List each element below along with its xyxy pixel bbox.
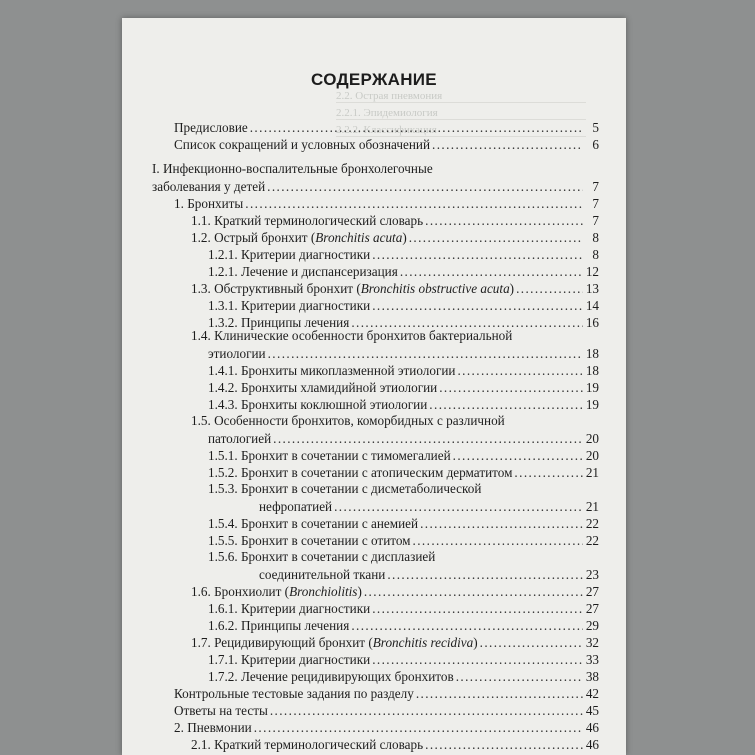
toc-page-number: 16 [585, 315, 599, 330]
toc-page-number: 45 [585, 703, 599, 718]
toc-page-number: 20 [585, 431, 599, 446]
page-title: СОДЕРЖАНИЕ [311, 70, 437, 89]
dot-leader [372, 601, 583, 616]
toc-page-number: 6 [592, 137, 599, 152]
dot-leader [425, 213, 583, 228]
dot-leader [372, 298, 583, 313]
dot-leader [514, 465, 583, 480]
toc-entry-text: Предисловие [174, 120, 248, 135]
dot-leader [372, 247, 583, 262]
toc-entry [208, 600, 599, 616]
toc-entry [174, 702, 599, 718]
toc-entry [174, 119, 599, 135]
toc-entry-text: 1.5.3. Бронхит в сочетании с дисметаболической [208, 481, 482, 496]
toc-page-number: 14 [585, 298, 599, 313]
toc-page-number: 13 [585, 281, 599, 296]
toc-entry-text: 1.5. Особенности бронхитов, коморбидных с различной [191, 413, 505, 428]
toc-page-number: 46 [585, 737, 599, 752]
toc-entry [208, 447, 599, 463]
toc-entry [208, 430, 599, 446]
toc-page-number: 42 [585, 686, 599, 701]
toc-page-number: 38 [585, 669, 599, 684]
toc-entry-text-continued: этиологии [208, 346, 266, 361]
toc-entry-text: 1.3.1. Критерии диагностики [208, 298, 371, 313]
toc-page-number: 22 [585, 533, 599, 548]
toc-entry [208, 668, 599, 684]
toc-entry-text: 1.6. Бронхиолит (Bronchiolitis) [191, 584, 362, 599]
dot-leader [409, 230, 583, 245]
toc-entry-text: 1.7.2. Лечение рецидивирующих бронхитов [208, 669, 454, 684]
toc-page-number: 18 [585, 363, 599, 378]
toc-entry-text-continued: патологией [208, 431, 272, 446]
toc-entry [191, 212, 599, 228]
toc-entry [259, 566, 599, 582]
toc-entry [208, 396, 599, 412]
dot-leader [432, 137, 583, 152]
toc-entry [174, 136, 599, 152]
toc-entry-text: 1.4.2. Бронхиты хламидийной этиологии [208, 380, 438, 395]
dot-leader [456, 669, 583, 684]
toc-page-number: 18 [585, 346, 599, 361]
toc-page-number: 27 [585, 584, 599, 599]
dot-leader [254, 720, 583, 735]
toc-page-number: 33 [585, 652, 599, 667]
toc-page-number: 5 [592, 120, 599, 135]
toc-entry [208, 515, 599, 531]
dot-leader [439, 380, 583, 395]
toc-entry [208, 651, 599, 667]
book-page [122, 18, 626, 755]
toc-entry [208, 263, 599, 279]
toc-entry-text: I. Инфекционно-воспалительные бронхолегочные [152, 161, 433, 176]
toc-entry-text: 1.5.2. Бронхит в сочетании с атопическим дерматитом [208, 465, 513, 480]
bleed-line: 2.2.1. Эпидемиология [336, 107, 586, 120]
toc-page-number: 19 [585, 397, 599, 412]
dot-leader [267, 179, 583, 194]
dot-leader [364, 584, 583, 599]
toc-page-number: 29 [585, 618, 599, 633]
dot-leader [457, 363, 583, 378]
toc-entry-text: 1.7. Рецидивирующий бронхит (Bronchitis recidiva) [191, 635, 478, 650]
dot-leader [453, 448, 583, 463]
bleed-line: 2.2. Острая пневмония [336, 90, 586, 103]
toc-entry [208, 617, 599, 633]
toc-entry-text: 1.6.2. Принципы лечения [208, 618, 350, 633]
toc-entry [191, 280, 599, 296]
dot-leader [420, 516, 583, 531]
dot-leader [416, 686, 583, 701]
toc-entry-text: Ответы на тесты [174, 703, 268, 718]
toc-entry [152, 178, 599, 194]
toc-page-number: 32 [585, 635, 599, 650]
dot-leader [245, 196, 583, 211]
toc-entry-text: 1.5.5. Бронхит в сочетании с отитом [208, 533, 411, 548]
toc-page-number: 23 [585, 567, 599, 582]
toc-entry [191, 583, 599, 599]
toc-entry-text: 1.3.2. Принципы лечения [208, 315, 350, 330]
toc-entry [191, 229, 599, 245]
dot-leader [516, 281, 583, 296]
dot-leader [400, 264, 583, 279]
dot-leader [480, 635, 583, 650]
toc-page-number: 21 [585, 465, 599, 480]
toc-entry [208, 297, 599, 313]
dot-leader [413, 533, 583, 548]
dot-leader [268, 346, 583, 361]
toc-entry-text-continued: соединительной ткани [259, 567, 386, 582]
toc-entry [174, 195, 599, 211]
toc-entry-text: 1.4.3. Бронхиты коклюшной этиологии [208, 397, 428, 412]
toc-entry-text: Контрольные тестовые задания по разделу [174, 686, 414, 701]
toc-entry-text: 1.5.6. Бронхит в сочетании с дисплазией [208, 549, 436, 564]
toc-page-number: 8 [592, 230, 599, 245]
toc-page-number: 7 [592, 179, 599, 194]
table-of-contents [122, 18, 626, 755]
toc-page-number: 19 [585, 380, 599, 395]
toc-page-number: 21 [585, 499, 599, 514]
toc-entry-text: 1.4.1. Бронхиты микоплазменной этиологии [208, 363, 456, 378]
toc-page-number: 12 [585, 264, 599, 279]
toc-page-number: 46 [585, 720, 599, 735]
toc-page-number: 7 [592, 213, 599, 228]
toc-entry [208, 532, 599, 548]
toc-entry [191, 634, 599, 650]
dot-leader [429, 397, 583, 412]
toc-page-number: 22 [585, 516, 599, 531]
toc-entry [208, 246, 599, 262]
toc-entry-text: 1.7.1. Критерии диагностики [208, 652, 371, 667]
toc-entry-text: 1.5.1. Бронхит в сочетании с тимомегалией [208, 448, 451, 463]
bleed-line: 2.2.2. Классификация [336, 124, 586, 137]
dot-leader [250, 120, 583, 135]
toc-page-number: 27 [585, 601, 599, 616]
toc-entry-text: 1.1. Краткий терминологический словарь [191, 213, 424, 228]
toc-entry-text-continued: заболевания у детей [152, 179, 266, 194]
toc-entry-text: Список сокращений и условных обозначений [174, 137, 430, 152]
toc-entry-text: 1.2. Острый бронхит (Bronchitis acuta) [191, 230, 407, 245]
dot-leader [270, 703, 583, 718]
toc-entry-text: 1.4. Клинические особенности бронхитов бактериальной [191, 328, 513, 343]
toc-page-number: 8 [592, 247, 599, 262]
dot-leader [334, 499, 583, 514]
toc-entry [208, 345, 599, 361]
toc-page-number: 20 [585, 448, 599, 463]
toc-entry-text: 1.6.1. Критерии диагностики [208, 601, 371, 616]
dot-leader [425, 737, 583, 752]
toc-entry-text: 2. Пневмонии [174, 720, 252, 735]
toc-entry-text: 1.2.1. Критерии диагностики [208, 247, 371, 262]
toc-entry-text: 1. Бронхиты [174, 196, 244, 211]
dot-leader [372, 652, 583, 667]
toc-entry [191, 736, 599, 752]
toc-entry-text: 1.2.1. Лечение и диспансеризация [208, 264, 398, 279]
dot-leader [273, 431, 583, 446]
dot-leader [351, 618, 583, 633]
toc-entry-text-continued: нефропатией [259, 499, 333, 514]
toc-entry [174, 685, 599, 701]
toc-page-number: 7 [592, 196, 599, 211]
dot-leader [387, 567, 583, 582]
toc-entry [259, 498, 599, 514]
toc-entry-text: 1.3. Обструктивный бронхит (Bronchitis obstructive acuta) [191, 281, 515, 296]
toc-entry [208, 362, 599, 378]
toc-entry [208, 379, 599, 395]
toc-entry [208, 464, 599, 480]
toc-entry [174, 719, 599, 735]
toc-entry-text: 1.5.4. Бронхит в сочетании с анемией [208, 516, 419, 531]
toc-entry-text: 2.1. Краткий терминологический словарь [191, 737, 424, 752]
